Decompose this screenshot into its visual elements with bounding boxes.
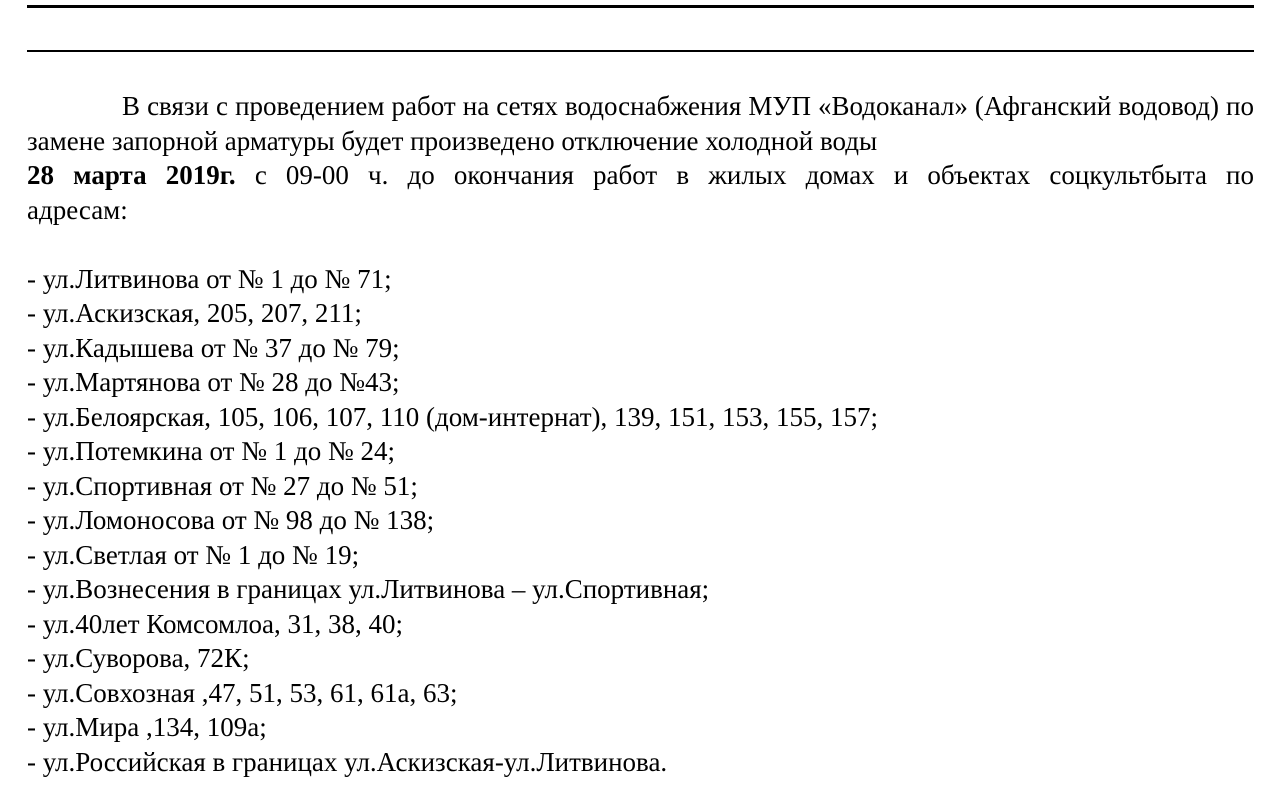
notice-intro (27, 89, 1254, 227)
address-item: - ул.Литвинова от № 1 до № 71; (27, 263, 392, 294)
address-item: - ул.Российская в границах ул.Аскизская-ул.Литвинова. (27, 746, 668, 777)
address-item: - ул.Белоярская, 105, 106, 107, 110 (дом-интернат), 139, 151, 153, 155, 157; (27, 401, 878, 432)
address-item: - ул.Совхозная ,47, 51, 53, 61, 61а, 63; (27, 677, 458, 708)
address-item: - ул.Вознесения в границах ул.Литвинова – ул.Спортивная; (27, 574, 710, 604)
address-item: - ул.Потемкина от № 1 до № 24; (27, 436, 395, 466)
address-list (27, 262, 1254, 780)
address-item: - ул.Аскизская, 205, 207, 211; (27, 298, 362, 328)
address-item: - ул.Мартянова от № 28 до №43; (27, 367, 400, 397)
intro-paragraph-line2 (27, 158, 1254, 193)
shutoff-date: 28 марта 2019г. (27, 160, 236, 190)
address-item: - ул.40лет Комсомлоа, 31, 38, 40; (27, 608, 404, 639)
address-item: - ул.Суворова, 72К; (27, 643, 250, 673)
address-item: - ул.Мира ,134, 109а; (27, 712, 267, 742)
second-rule (27, 50, 1254, 52)
top-rule (27, 5, 1254, 8)
address-item: - ул.Светлая от № 1 до № 19; (27, 539, 360, 570)
blank-line (27, 227, 1254, 262)
address-item: - ул.Кадышева от № 37 до № 79; (27, 332, 400, 363)
address-item: - ул.Ломоносова от № 98 до № 138; (27, 505, 435, 535)
intro-paragraph-line3: адресам: (27, 194, 128, 225)
intro-paragraph-line1: В связи с проведением работ на сетях водоснабжения МУП «Водоканал» (Афганский водовод) по замене запорной арматуры будет произведено отключение холодной воды (27, 91, 1254, 156)
address-item: - ул.Спортивная от № 27 до № 51; (27, 470, 418, 501)
shutoff-time-text: с 09-00 ч. до окончания работ в жилых домах и объектах соцкультбыта по (235, 160, 1254, 190)
notice-body (27, 89, 1254, 779)
